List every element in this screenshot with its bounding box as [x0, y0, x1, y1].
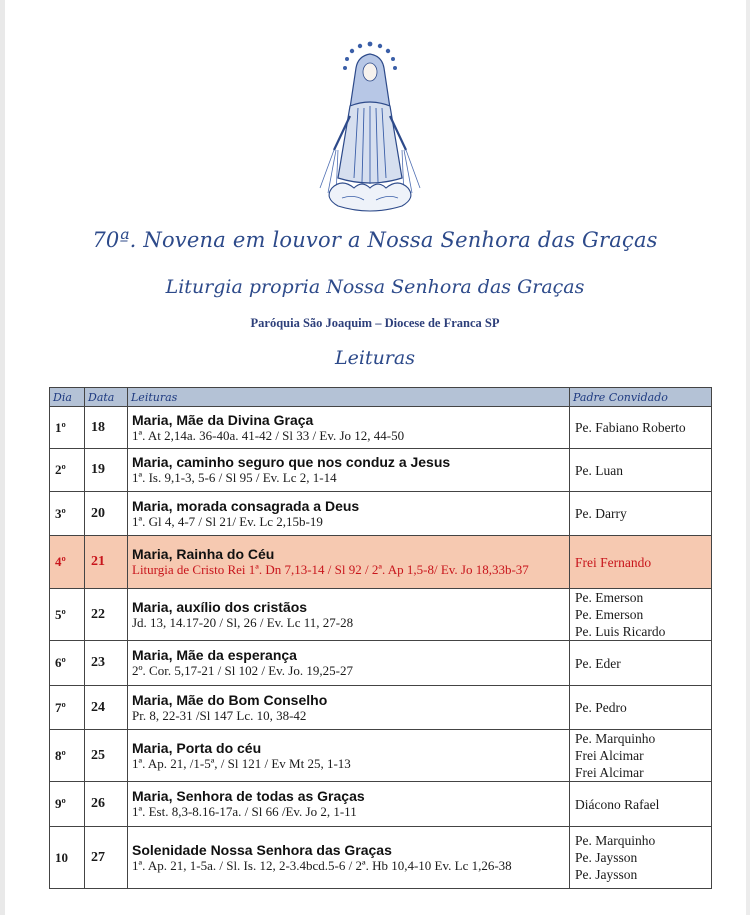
reading-text: 1ª. At 2,14a. 36-40a. 41-42 / Sl 33 / Ev. Jo 12, 44-50: [132, 427, 405, 443]
reading-title: Maria, Mãe da Divina Graça: [132, 411, 314, 428]
reading-cell: [128, 407, 570, 449]
day-cell: 5º: [50, 589, 85, 641]
date-cell: 26: [85, 782, 128, 827]
document-subtitle: Liturgia propria Nossa Senhora das Graças: [165, 276, 585, 298]
priest-name: Frei Alcimar: [575, 765, 644, 780]
table-row-highlighted: [50, 536, 712, 589]
reading-text: 1ª. Is. 9,1-3, 5-6 / Sl 95 / Ev. Lc 2, 1-14: [132, 470, 337, 485]
readings-table: [49, 387, 712, 889]
priest-name: Pe. Fabiano Roberto: [575, 420, 686, 435]
table-row: [50, 686, 712, 730]
reading-text: Jd. 13, 14.17-20 / Sl, 26 / Ev. Lc 11, 27-28: [132, 614, 354, 630]
reading-cell: [128, 827, 570, 889]
priest-name: Frei Fernando: [575, 554, 652, 570]
day-cell: 7º: [50, 686, 85, 730]
reading-cell: [128, 782, 570, 827]
priest-cell: [570, 407, 712, 449]
reading-cell: [128, 589, 570, 641]
column-header-leituras: Leituras: [128, 388, 570, 407]
priest-cell: [570, 492, 712, 536]
priest-name: Diácono Rafael: [575, 796, 660, 812]
table-row: [50, 449, 712, 492]
priest-name: Pe. Emerson: [575, 607, 644, 622]
reading-title: Maria, Senhora de todas as Graças: [132, 788, 365, 804]
table-row: [50, 407, 712, 449]
column-header-data: Data: [85, 388, 128, 407]
date-cell: 20: [85, 492, 128, 536]
reading-cell: [128, 492, 570, 536]
reading-title: Maria, Porta do céu: [132, 739, 262, 756]
date-cell: 22: [85, 589, 128, 641]
document-title: 70ª. Novena em louvor a Nossa Senhora das Graças: [92, 228, 658, 252]
day-cell: 6º: [50, 641, 85, 686]
priest-cell: [570, 449, 712, 492]
date-cell: 27: [85, 827, 128, 889]
priest-cell: [570, 730, 712, 782]
priest-name: Pe. Jaysson: [575, 850, 638, 865]
day-cell: 9º: [50, 782, 85, 827]
priest-cell: [570, 589, 712, 641]
priest-name: Pe. Luis Ricardo: [575, 624, 666, 639]
reading-title: Maria, Mãe da esperança: [132, 647, 297, 663]
reading-title: Solenidade Nossa Senhora das Graças: [132, 841, 392, 858]
column-header-padre: Padre Convidado: [570, 388, 712, 407]
table-row: [50, 730, 712, 782]
reading-text: 1ª. Ap. 21, 1-5a. / Sl. Is. 12, 2-3.4bcd.5-6 / 2ª. Hb 10,4-10 Ev. Lc 1,26-38: [132, 857, 512, 873]
our-lady-of-graces-image: [298, 38, 442, 220]
date-cell: 21: [85, 536, 128, 589]
priest-name: Pe. Marquinho: [575, 833, 656, 848]
reading-title: Maria, morada consagrada a Deus: [132, 497, 360, 514]
priest-name: Pe. Darry: [575, 506, 627, 521]
table-row: [50, 827, 712, 889]
reading-text: 1ª. Ap. 21, /1-5ª, / Sl 121 / Ev Mt 25, 1-13: [132, 755, 351, 771]
column-header-dia: Dia: [50, 388, 85, 407]
priest-name: Frei Alcimar: [575, 748, 644, 763]
reading-text: 1ª. Est. 8,3-8.16-17a. / Sl 66 /Ev. Jo 2, 1-11: [132, 804, 357, 819]
date-cell: 24: [85, 686, 128, 730]
page-edge-right: [746, 0, 750, 915]
reading-cell: [128, 536, 570, 589]
priest-cell: [570, 641, 712, 686]
priest-name: Pe. Pedro: [575, 700, 627, 715]
section-title: Leituras: [335, 347, 415, 369]
reading-title: Maria, caminho seguro que nos conduz a Jesus: [132, 454, 451, 470]
reading-cell: [128, 730, 570, 782]
table-row: [50, 641, 712, 686]
table-header-row: [50, 388, 712, 407]
day-cell: 2º: [50, 449, 85, 492]
day-cell: 8º: [50, 730, 85, 782]
priest-name: Pe. Marquinho: [575, 731, 656, 746]
priest-cell: [570, 686, 712, 730]
reading-cell: [128, 686, 570, 730]
table-row: [50, 589, 712, 641]
reading-title: Maria, auxílio dos cristãos: [132, 598, 308, 615]
date-cell: 19: [85, 449, 128, 492]
day-cell: 3º: [50, 492, 85, 536]
priest-name: Pe. Jaysson: [575, 867, 638, 882]
parish-line: Paróquia São Joaquim – Diocese de Franca SP: [250, 316, 500, 330]
page-edge-left: [0, 0, 5, 915]
priest-name: Pe. Eder: [575, 655, 621, 671]
reading-text: Pr. 8, 22-31 /Sl 147 Lc. 10, 38-42: [132, 707, 307, 723]
date-cell: 25: [85, 730, 128, 782]
priest-cell: [570, 782, 712, 827]
priest-cell: [570, 827, 712, 889]
day-cell: 1º: [50, 407, 85, 449]
table-row: [50, 492, 712, 536]
table-row: [50, 782, 712, 827]
reading-title: Maria, Mãe do Bom Conselho: [132, 691, 328, 708]
priest-cell: [570, 536, 712, 589]
reading-text: 1ª. Gl 4, 4-7 / Sl 21/ Ev. Lc 2,15b-19: [132, 513, 323, 529]
priest-name: Pe. Emerson: [575, 590, 644, 605]
priest-name: Pe. Luan: [575, 462, 623, 478]
day-cell: 10: [50, 827, 85, 889]
date-cell: 18: [85, 407, 128, 449]
date-cell: 23: [85, 641, 128, 686]
reading-cell: [128, 449, 570, 492]
reading-text: Liturgia de Cristo Rei 1ª. Dn 7,13-14 / Sl 92 / 2ª. Ap 1,5-8/ Ev. Jo 18,33b-37: [132, 562, 529, 577]
reading-title: Maria, Rainha do Céu: [132, 546, 275, 562]
day-cell: 4º: [50, 536, 85, 589]
reading-cell: [128, 641, 570, 686]
reading-text: 2º. Cor. 5,17-21 / Sl 102 / Ev. Jo. 19,25-27: [132, 663, 353, 678]
